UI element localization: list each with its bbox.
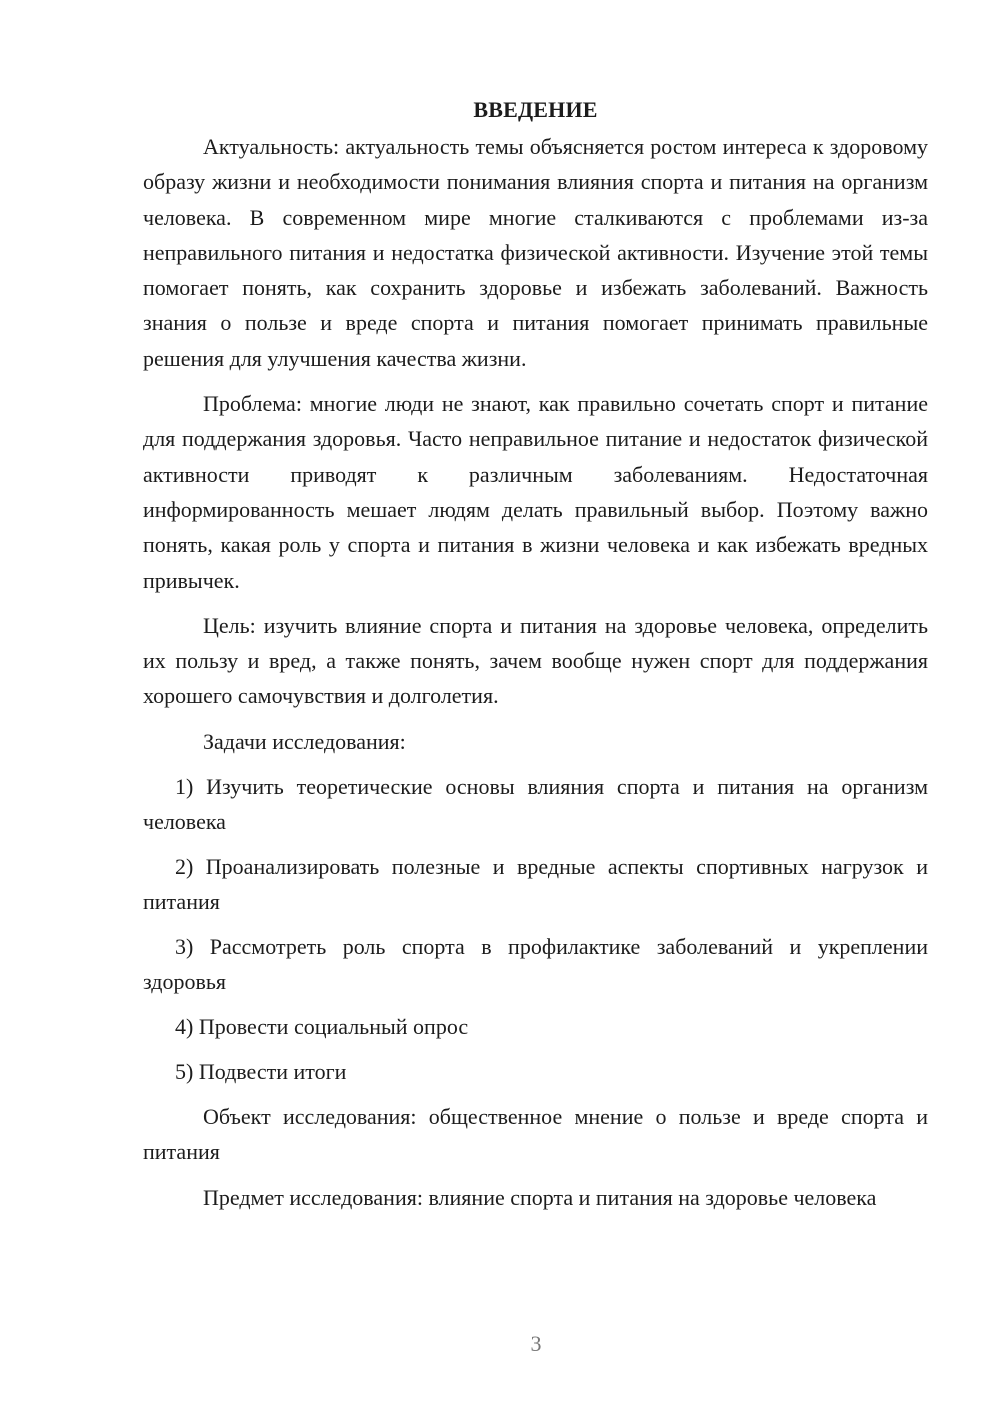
relevance-paragraph: Актуальность: актуальность темы объясняется ростом интереса к здоровому образу жизни и необходимости понимания влияния спорта и питания на организм человека. В современном мире многие сталкиваются с проблемами из-за неправильного питания и недостатка физической активности. Изучение этой темы помогает понять, как сохранить здоровье и избежать заболеваний. Важность знания о пользе и вреде спорта и питания помогает принимать правильные решения для улучшения качества жизни. (143, 134, 928, 371)
task-item: 5) Подвести итоги (175, 1059, 347, 1085)
page-number: 3 (530, 1331, 542, 1356)
problem-paragraph: Проблема: многие люди не знают, как правильно сочетать спорт и питание для поддержания здоровья. Часто неправильное питание и недостаток физической активности приводят к различным заболеваниям. Недостаточная информированность мешает людям делать правильный выбор. Поэтому важно понять, какая роль у спорта и питания в жизни человека и как избежать вредных привычек. (143, 391, 928, 593)
task-item: 1) Изучить теоретические основы влияния спорта и питания на организм человека (143, 774, 928, 835)
subject-paragraph: Предмет исследования: влияние спорта и питания на здоровье человека (203, 1184, 877, 1210)
section-heading: ВВЕДЕНИЕ (473, 97, 598, 122)
tasks-heading: Задачи исследования: (203, 728, 406, 754)
document-page (143, 92, 928, 1225)
task-item: 2) Проанализировать полезные и вредные аспекты спортивных нагрузок и питания (143, 854, 928, 915)
goal-paragraph: Цель: изучить влияние спорта и питания на здоровье человека, определить их пользу и вред, а также понять, зачем вообще нужен спорт для поддержания хорошего самочувствия и долголетия. (143, 612, 928, 709)
task-item: 4) Провести социальный опрос (175, 1014, 469, 1040)
object-paragraph: Объект исследования: общественное мнение о пользе и вреде спорта и питания (143, 1104, 928, 1165)
task-item: 3) Рассмотреть роль спорта в профилактике заболеваний и укреплении здоровья (143, 934, 928, 995)
